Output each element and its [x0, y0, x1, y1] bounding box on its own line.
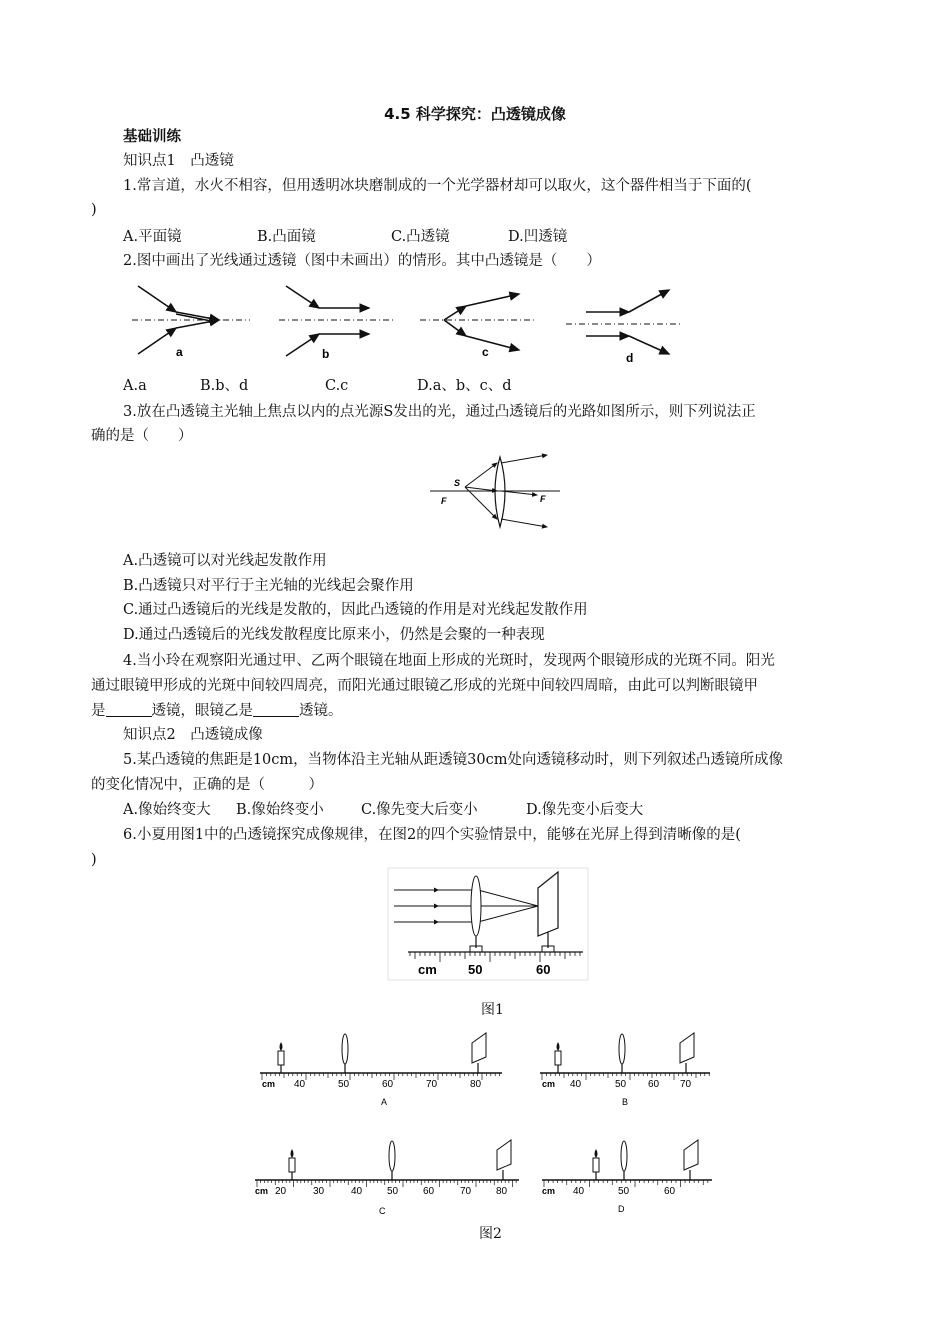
q1-stem: 1.常言道，水火不相容，但用透明冰块磨制成的一个光学器材却可以取火，这个器件相当于下面的( — [123, 178, 752, 194]
knowledge-point-1: 知识点1 凸透镜 — [123, 153, 234, 169]
fig2c-tick-70: 70 — [460, 1186, 472, 1197]
q6-figure-2b — [538, 1025, 713, 1107]
fig1-screen — [538, 872, 558, 936]
fig1-caption: 图1 — [481, 1002, 504, 1018]
q3-lens-figure — [425, 453, 565, 533]
q3-label-s: S — [454, 478, 461, 488]
q2-label-b: b — [322, 347, 330, 361]
fig2b-bench — [540, 1033, 710, 1080]
fig2d-bench — [542, 1140, 712, 1187]
q5-option-c: C.像先变大后变小 — [361, 802, 478, 818]
q2-figure-d — [566, 290, 680, 354]
fig1-tick-50: 50 — [468, 962, 483, 977]
fig2a-label: A — [381, 1097, 388, 1107]
fig2a-tick-60: 60 — [382, 1079, 394, 1090]
q2-option-a: A.a — [123, 378, 147, 394]
fig1-unit: cm — [418, 962, 437, 977]
q2-option-c: C.c — [325, 378, 349, 394]
fig1-lens — [471, 876, 481, 936]
q6-figure-2c — [253, 1130, 523, 1216]
fig2a-tick-80: 80 — [470, 1079, 482, 1090]
q3-convex-lens — [495, 457, 505, 527]
q4-stem-2: 通过眼镜甲形成的光斑中间较四周亮，而阳光通过眼镜乙形成的光斑中间较四周暗，由此可以判断眼镜甲 — [91, 678, 758, 694]
q4-text-c: 透镜。 — [299, 703, 343, 719]
q5-option-b: B.像始终变小 — [236, 802, 324, 818]
q1-option-d: D.凹透镜 — [508, 229, 568, 245]
q6-figure-1 — [388, 868, 588, 988]
fig2d-unit: cm — [542, 1186, 556, 1196]
q4-blank-1[interactable] — [106, 702, 152, 717]
q2-figure-b — [279, 286, 396, 356]
q4-text-b: 透镜，眼镜乙是 — [151, 703, 253, 719]
q5-stem-2: 的变化情况中，正确的是（ ） — [91, 777, 323, 793]
fig2b-tick-40: 40 — [570, 1079, 582, 1090]
q1-stem-end: ) — [91, 202, 97, 218]
q2-label-d: d — [626, 351, 634, 365]
q6-figure-2d — [540, 1128, 715, 1214]
q1-option-c: C.凸透镜 — [391, 229, 450, 245]
q3-stem-end: 确的是（ ） — [91, 428, 193, 444]
q4-stem-3 — [91, 701, 343, 721]
section-heading: 基础训练 — [123, 129, 181, 145]
fig2b-tick-60: 60 — [648, 1079, 660, 1090]
q2-label-a: a — [176, 345, 183, 359]
q4-text-a: 是 — [91, 703, 106, 719]
q2-figure-a — [132, 286, 250, 354]
fig2c-label: C — [379, 1206, 386, 1216]
fig2a-tick-50: 50 — [338, 1079, 350, 1090]
q3-option-d: D.通过凸透镜后的光线发散程度比原来小，仍然是会聚的一种表现 — [123, 627, 545, 643]
q2-light-path-figure — [124, 278, 684, 368]
q4-blank-2[interactable] — [253, 702, 299, 717]
fig2d-label: D — [618, 1204, 625, 1214]
fig2c-tick-80: 80 — [496, 1186, 508, 1197]
q1-option-b: B.凸面镜 — [257, 229, 316, 245]
fig2b-tick-70: 70 — [680, 1079, 692, 1090]
fig2c-tick-20: 20 — [275, 1186, 287, 1197]
q5-option-d: D.像先变小后变大 — [526, 802, 644, 818]
fig2b-tick-50: 50 — [615, 1079, 627, 1090]
q3-label-f-left: F — [441, 496, 447, 506]
fig2d-tick-60: 60 — [664, 1186, 676, 1197]
fig2c-unit: cm — [255, 1186, 269, 1196]
fig2b-label: B — [622, 1097, 629, 1107]
fig2c-tick-30: 30 — [313, 1186, 325, 1197]
fig2c-bench — [255, 1140, 519, 1187]
q6-figure-2a — [256, 1025, 506, 1107]
q3-option-b: B.凸透镜只对平行于主光轴的光线起会聚作用 — [123, 578, 414, 594]
page-title: 4.5 科学探究：凸透镜成像 — [384, 105, 566, 123]
fig2a-unit: cm — [262, 1079, 276, 1089]
q3-option-a: A.凸透镜可以对光线起发散作用 — [123, 553, 327, 569]
fig2-caption: 图2 — [479, 1226, 502, 1242]
q6-stem-end: ) — [91, 852, 97, 868]
fig2a-tick-40: 40 — [294, 1079, 306, 1090]
q3-option-c: C.通过凸透镜后的光线是发散的，因此凸透镜的作用是对光线起发散作用 — [123, 602, 588, 618]
q1-option-a: A.平面镜 — [123, 229, 182, 245]
q6-stem: 6.小夏用图1中的凸透镜探究成像规律，在图2的四个实验情景中，能够在光屏上得到清晰像的是( — [123, 827, 741, 843]
fig2c-tick-40: 40 — [351, 1186, 363, 1197]
fig2a-bench — [260, 1033, 502, 1080]
q3-label-f-right: F — [540, 494, 546, 504]
fig2d-tick-40: 40 — [573, 1186, 585, 1197]
fig2a-tick-70: 70 — [426, 1079, 438, 1090]
q5-option-a: A.像始终变大 — [123, 802, 211, 818]
q2-figure-c — [420, 294, 537, 350]
knowledge-point-2: 知识点2 凸透镜成像 — [123, 727, 263, 743]
fig1-tick-60: 60 — [536, 962, 551, 977]
q3-stem: 3.放在凸透镜主光轴上焦点以内的点光源S发出的光，通过凸透镜后的光路如图所示，则下列说法正 — [123, 404, 756, 420]
q2-option-d: D.a、b、c、d — [417, 378, 512, 394]
q2-stem: 2.图中画出了光线通过透镜（图中未画出）的情形。其中凸透镜是（ ） — [123, 253, 601, 269]
fig2c-tick-60: 60 — [423, 1186, 435, 1197]
fig2c-tick-50: 50 — [387, 1186, 399, 1197]
q2-option-b: B.b、d — [200, 378, 249, 394]
q4-stem: 4.当小玲在观察阳光通过甲、乙两个眼镜在地面上形成的光斑时，发现两个眼镜形成的光斑不同。阳光 — [123, 653, 775, 669]
fig2b-unit: cm — [542, 1079, 556, 1089]
fig2d-tick-50: 50 — [618, 1186, 630, 1197]
q2-label-c: c — [482, 345, 489, 359]
q5-stem: 5.某凸透镜的焦距是10cm，当物体沿主光轴从距透镜30cm处向透镜移动时，则下列叙述凸透镜所成像 — [123, 752, 783, 768]
